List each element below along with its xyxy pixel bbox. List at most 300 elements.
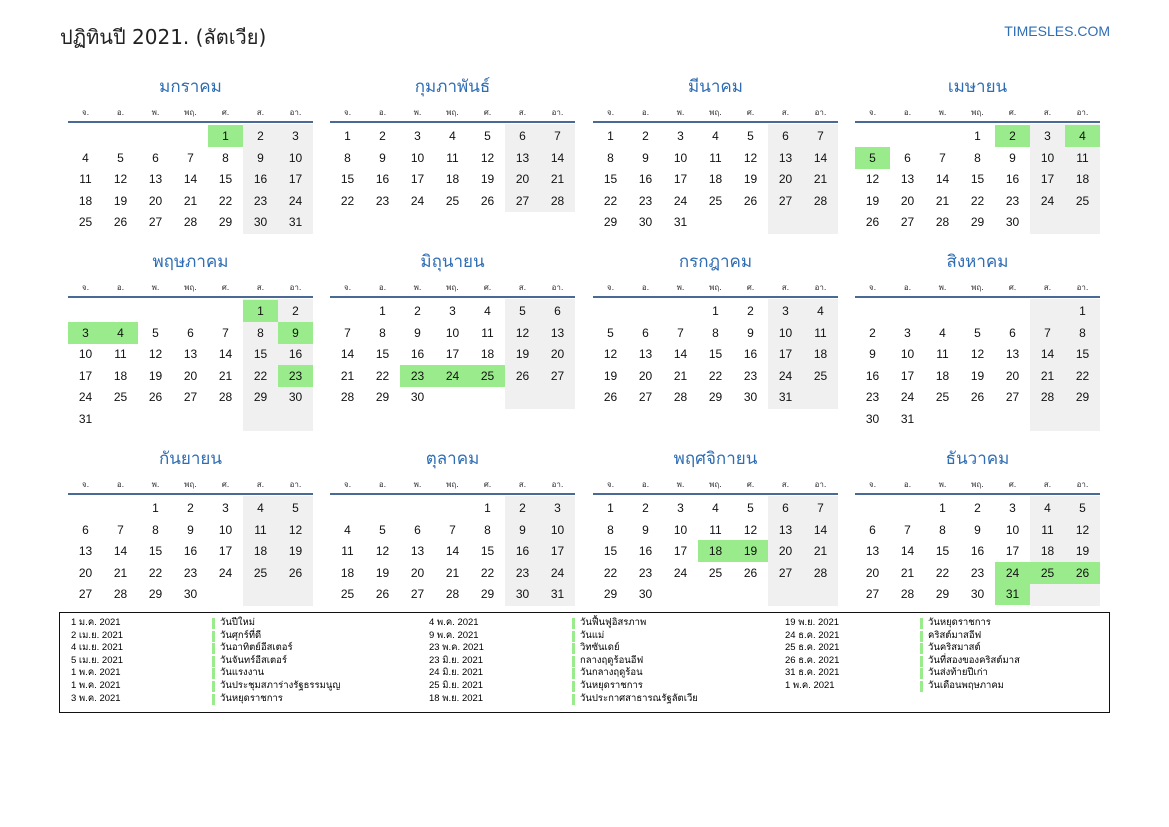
holiday-day: 4 (103, 322, 138, 344)
weekday-header: ศ. (746, 108, 755, 117)
legend-item (60, 680, 1108, 693)
day-cell: 14 (813, 150, 828, 165)
weekday-header: พฤ. (446, 283, 459, 292)
day-cell: 2 (292, 304, 299, 318)
day-cell: 6 (1009, 325, 1016, 340)
weekday-header: ส. (518, 480, 527, 489)
day-cell: 23 (375, 193, 390, 208)
day-cell: 25 (113, 390, 128, 405)
day-cell: 29 (375, 390, 390, 405)
day-cell: 28 (340, 390, 355, 405)
day-cell: 10 (673, 150, 688, 165)
weekday-header: จ. (81, 480, 90, 489)
holiday-day: 5 (855, 147, 890, 169)
day-cell: 14 (113, 544, 128, 559)
weekday-header: พ. (151, 108, 160, 117)
holiday-day: 2 (995, 125, 1030, 147)
day-cell: 8 (152, 522, 159, 537)
day-cell: 28 (183, 215, 198, 230)
day-cell: 20 (778, 172, 793, 187)
day-cell: 3 (782, 304, 789, 318)
day-cell: 2 (257, 129, 264, 143)
weekday-header: จ. (81, 108, 90, 117)
day-cell: 31 (78, 412, 93, 426)
weekday-header: พ. (676, 480, 685, 489)
weekday-header: ส. (518, 283, 527, 292)
day-cell: 25 (445, 193, 460, 208)
month-divider (330, 296, 575, 298)
day-cell: 24 (900, 390, 915, 405)
day-cell: 5 (484, 129, 491, 143)
weekday-header: พฤ. (709, 283, 722, 292)
day-cell: 27 (778, 565, 793, 580)
day-cell: 9 (974, 522, 981, 537)
day-cell: 3 (554, 501, 561, 515)
day-cell: 1 (484, 501, 491, 515)
weekday-header: จ. (81, 283, 90, 292)
day-cell: 30 (638, 215, 653, 230)
day-cell: 5 (1079, 501, 1086, 515)
day-cell: 27 (550, 368, 565, 383)
legend-date: 23 พ.ค. 2021 (429, 642, 484, 654)
day-cell: 5 (974, 325, 981, 340)
legend-holiday-name: คริสต์มาสอีฟ (928, 629, 982, 641)
day-cell: 22 (935, 565, 950, 580)
day-cell: 21 (445, 565, 460, 580)
legend-holiday-name: วันคริสมาสต์ (928, 642, 981, 654)
weekday-header: พฤ. (184, 480, 197, 489)
day-cell: 7 (117, 522, 124, 537)
day-cell: 23 (515, 565, 530, 580)
day-cell: 26 (970, 390, 985, 405)
day-cell: 22 (603, 565, 618, 580)
day-cell: 3 (904, 325, 911, 340)
day-cell: 19 (515, 347, 530, 362)
legend-item (60, 617, 1108, 630)
day-cell: 9 (187, 522, 194, 537)
day-cell: 21 (813, 544, 828, 559)
weekday-header: อา. (814, 480, 827, 489)
weekday-header: จ. (868, 283, 877, 292)
weekday-header: อ. (116, 480, 125, 489)
day-cell: 19 (113, 193, 128, 208)
weekday-header: อา. (814, 283, 827, 292)
day-cell: 18 (1040, 544, 1055, 559)
day-cell: 10 (778, 325, 793, 340)
weekday-header: พ. (413, 283, 422, 292)
legend-holiday-name: วันประกาศสาธารณรัฐลัตเวีย (580, 692, 698, 704)
day-cell: 20 (638, 368, 653, 383)
day-cell: 28 (218, 390, 233, 405)
weekday-header: พ. (151, 283, 160, 292)
weekday-header: อ. (378, 108, 387, 117)
day-cell: 16 (638, 172, 653, 187)
month-name: พฤษภาคม (152, 252, 229, 272)
holiday-day: 23 (278, 365, 313, 387)
weekday-header: ส. (781, 108, 790, 117)
holiday-day: 25 (1030, 562, 1065, 584)
day-cell: 21 (340, 368, 355, 383)
day-cell: 14 (673, 347, 688, 362)
day-cell: 7 (817, 501, 824, 515)
day-cell: 18 (935, 368, 950, 383)
month-name: มกราคม (159, 77, 222, 97)
day-cell: 29 (253, 390, 268, 405)
day-cell: 10 (1005, 522, 1020, 537)
day-cell: 5 (519, 304, 526, 318)
day-cell: 24 (673, 193, 688, 208)
month-name: กรกฎาคม (678, 252, 753, 272)
holiday-day: 9 (278, 322, 313, 344)
holiday-day: 3 (68, 322, 103, 344)
weekday-header: อา. (551, 480, 564, 489)
legend-date: 25 มิ.ย. 2021 (429, 679, 484, 691)
day-cell: 13 (638, 347, 653, 362)
legend-date: 1 ม.ค. 2021 (71, 617, 121, 628)
day-cell: 11 (446, 150, 459, 165)
day-cell: 21 (1040, 368, 1055, 383)
day-cell: 29 (480, 587, 495, 602)
weekday-header: พฤ. (446, 108, 459, 117)
day-cell: 29 (970, 215, 985, 230)
legend-date: 26 ธ.ค. 2021 (785, 654, 840, 666)
day-cell: 9 (642, 150, 649, 165)
legend-date: 25 ธ.ค. 2021 (785, 642, 840, 654)
day-cell: 21 (550, 172, 565, 187)
day-cell: 12 (288, 522, 303, 537)
day-cell: 26 (603, 390, 618, 405)
day-cell: 22 (148, 565, 163, 580)
month-name: พฤศจิกายน (673, 449, 758, 469)
month-name: มีนาคม (688, 77, 743, 97)
legend-column (60, 617, 1108, 693)
weekday-header: อา. (551, 108, 564, 117)
weekday-header: ส. (256, 480, 265, 489)
weekday-header: จ. (606, 283, 615, 292)
weekday-header: ศ. (746, 283, 755, 292)
day-cell: 13 (778, 522, 793, 537)
month-1 (68, 73, 313, 253)
month-name: สิงหาคม (946, 252, 1009, 272)
day-cell: 25 (340, 587, 355, 602)
day-cell: 31 (778, 390, 793, 405)
day-cell: 3 (1044, 129, 1051, 143)
day-cell: 21 (673, 368, 688, 383)
day-cell: 29 (603, 587, 618, 602)
day-cell: 14 (445, 544, 460, 559)
legend-date: 4 เม.ย. 2021 (71, 642, 124, 654)
day-cell: 14 (218, 347, 233, 362)
month-3 (593, 73, 838, 253)
day-cell: 15 (1075, 347, 1090, 362)
day-cell: 19 (1075, 544, 1090, 559)
day-cell: 20 (515, 172, 530, 187)
day-cell: 27 (515, 193, 530, 208)
day-cell: 11 (1076, 150, 1089, 165)
day-cell: 4 (712, 129, 719, 143)
legend-date: 19 พ.ย. 2021 (785, 617, 840, 628)
legend-marker (920, 618, 923, 629)
day-cell: 6 (82, 522, 89, 537)
day-cell: 26 (113, 215, 128, 230)
holiday-day: 4 (1065, 125, 1100, 147)
day-cell: 15 (603, 172, 618, 187)
weekday-header: จ. (343, 283, 352, 292)
day-cell: 10 (410, 150, 425, 165)
day-cell: 19 (288, 544, 303, 559)
day-cell: 21 (900, 565, 915, 580)
holiday-day: 23 (400, 365, 435, 387)
holiday-legend (59, 612, 1110, 713)
day-cell: 3 (1009, 501, 1016, 515)
day-cell: 22 (603, 193, 618, 208)
day-cell: 3 (449, 304, 456, 318)
day-cell: 16 (1005, 172, 1020, 187)
legend-holiday-name: วิทซันเดย์ (580, 642, 620, 654)
weekday-header: ศ. (221, 108, 230, 117)
day-cell: 6 (782, 129, 789, 143)
month-4 (855, 73, 1100, 253)
weekday-header: พ. (676, 108, 685, 117)
day-cell: 26 (515, 368, 530, 383)
day-cell: 19 (148, 368, 163, 383)
day-cell: 13 (1005, 347, 1020, 362)
day-cell: 4 (344, 522, 351, 537)
weekday-header: จ. (343, 480, 352, 489)
day-cell: 9 (414, 325, 421, 340)
day-cell: 21 (113, 565, 128, 580)
day-cell: 27 (183, 390, 198, 405)
day-cell: 7 (449, 522, 456, 537)
day-cell: 15 (375, 347, 390, 362)
day-cell: 14 (183, 172, 198, 187)
month-10 (330, 445, 575, 625)
weekday-header: ศ. (221, 480, 230, 489)
day-cell: 16 (288, 347, 303, 362)
day-cell: 4 (1044, 501, 1051, 515)
day-cell: 26 (480, 193, 495, 208)
day-cell: 13 (410, 544, 425, 559)
legend-holiday-name: วันฟื้นฟูอิสรภาพ (580, 617, 647, 628)
day-cell: 17 (673, 544, 688, 559)
weekday-header: อ. (116, 283, 125, 292)
legend-date: 3 พ.ค. 2021 (71, 692, 121, 704)
day-cell: 11 (341, 544, 354, 559)
month-12 (855, 445, 1100, 625)
day-cell: 8 (222, 150, 229, 165)
day-cell: 28 (813, 193, 828, 208)
day-cell: 6 (519, 129, 526, 143)
legend-holiday-name: วันประชุมสภาร่างรัฐธรรมนูญ (220, 679, 341, 691)
day-cell: 31 (673, 215, 688, 230)
weekday-header: อ. (641, 283, 650, 292)
day-cell: 24 (410, 193, 425, 208)
legend-holiday-name: วันแม่ (580, 629, 605, 641)
day-cell: 5 (117, 150, 124, 165)
day-cell: 15 (148, 544, 163, 559)
day-cell: 1 (974, 129, 981, 143)
day-cell: 8 (712, 325, 719, 340)
day-cell: 21 (935, 193, 950, 208)
month-name: มิถุนายน (420, 252, 485, 272)
day-cell: 1 (939, 501, 946, 515)
day-cell: 6 (152, 150, 159, 165)
day-cell: 29 (148, 587, 163, 602)
day-cell: 9 (519, 522, 526, 537)
day-cell: 12 (113, 172, 128, 187)
day-cell: 23 (638, 193, 653, 208)
day-cell: 6 (187, 325, 194, 340)
month-divider (330, 493, 575, 495)
legend-holiday-name: วันอาทิตย์อีสเตอร์ (220, 642, 293, 654)
day-cell: 3 (222, 501, 229, 515)
legend-date: 9 พ.ค. 2021 (429, 629, 479, 641)
legend-holiday-name: วันกลางฤดูร้อน (580, 667, 643, 679)
weekday-header: ศ. (483, 480, 492, 489)
day-cell: 31 (900, 412, 915, 426)
day-cell: 22 (1075, 368, 1090, 383)
legend-marker (920, 656, 923, 667)
day-cell: 14 (813, 522, 828, 537)
day-cell: 11 (254, 522, 267, 537)
day-cell: 22 (340, 193, 355, 208)
page-title: ปฏิทินปี 2021. (ลัตเวีย) (60, 25, 267, 49)
legend-date: 31 ธ.ค. 2021 (785, 667, 840, 679)
day-cell: 12 (515, 325, 530, 340)
holiday-day: 18 (698, 540, 733, 562)
day-cell: 30 (515, 587, 530, 602)
legend-marker (920, 681, 923, 692)
legend-date: 5 เม.ย. 2021 (71, 654, 124, 666)
day-cell: 17 (445, 347, 460, 362)
day-cell: 28 (445, 587, 460, 602)
day-cell: 10 (900, 347, 915, 362)
day-cell: 18 (78, 193, 93, 208)
day-cell: 20 (550, 347, 565, 362)
day-cell: 9 (642, 522, 649, 537)
weekday-header: จ. (606, 480, 615, 489)
day-cell: 23 (743, 368, 758, 383)
day-cell: 26 (375, 587, 390, 602)
day-cell: 19 (480, 172, 495, 187)
day-cell: 20 (900, 193, 915, 208)
holiday-day: 31 (995, 583, 1030, 605)
day-cell: 14 (1040, 347, 1055, 362)
weekday-header: อ. (116, 108, 125, 117)
day-cell: 29 (218, 215, 233, 230)
weekday-header: จ. (343, 108, 352, 117)
day-cell: 24 (778, 368, 793, 383)
legend-holiday-name: วันเดือนพฤษภาคม (928, 679, 1004, 691)
legend-holiday-name: วันศุกร์ที่ดี (220, 629, 262, 641)
day-cell: 7 (344, 325, 351, 340)
day-cell: 3 (414, 129, 421, 143)
month-divider (330, 121, 575, 123)
weekday-header: ส. (256, 108, 265, 117)
day-cell: 1 (152, 501, 159, 515)
day-cell: 25 (253, 565, 268, 580)
day-cell: 2 (974, 501, 981, 515)
day-cell: 11 (709, 150, 722, 165)
month-divider (855, 493, 1100, 495)
day-cell: 18 (813, 347, 828, 362)
day-cell: 5 (379, 522, 386, 537)
day-cell: 2 (642, 501, 649, 515)
day-cell: 16 (183, 544, 198, 559)
day-cell: 28 (550, 193, 565, 208)
weekday-header: พฤ. (446, 480, 459, 489)
day-cell: 10 (550, 522, 565, 537)
day-cell: 18 (708, 172, 723, 187)
day-cell: 8 (484, 522, 491, 537)
day-cell: 15 (253, 347, 268, 362)
day-cell: 17 (900, 368, 915, 383)
weekday-header: จ. (868, 108, 877, 117)
day-cell: 14 (900, 544, 915, 559)
day-cell: 16 (865, 368, 880, 383)
weekday-header: พฤ. (971, 283, 984, 292)
day-cell: 17 (410, 172, 425, 187)
day-cell: 4 (817, 304, 824, 318)
day-cell: 16 (253, 172, 268, 187)
month-7 (593, 248, 838, 428)
day-cell: 25 (708, 565, 723, 580)
weekday-header: ส. (1043, 108, 1052, 117)
day-cell: 15 (340, 172, 355, 187)
day-cell: 4 (484, 304, 491, 318)
legend-holiday-name: วันแรงงาน (220, 667, 265, 679)
day-cell: 2 (869, 325, 876, 340)
day-cell: 13 (183, 347, 198, 362)
day-cell: 2 (414, 304, 421, 318)
day-cell: 12 (603, 347, 618, 362)
day-cell: 30 (288, 390, 303, 405)
legend-date: 4 พ.ค. 2021 (429, 617, 479, 628)
day-cell: 11 (114, 347, 127, 362)
day-cell: 29 (708, 390, 723, 405)
day-cell: 28 (813, 565, 828, 580)
legend-item (60, 667, 1108, 680)
weekday-header: อา. (289, 480, 302, 489)
day-cell: 24 (78, 390, 93, 405)
day-cell: 19 (865, 193, 880, 208)
site-link[interactable]: TIMESLES.COM (1004, 23, 1110, 39)
day-cell: 30 (638, 587, 653, 602)
day-cell: 1 (344, 129, 351, 143)
weekday-header: อา. (814, 108, 827, 117)
month-6 (330, 248, 575, 428)
month-5 (68, 248, 313, 428)
day-cell: 7 (677, 325, 684, 340)
day-cell: 7 (1044, 325, 1051, 340)
day-cell: 27 (778, 193, 793, 208)
month-divider (593, 493, 838, 495)
day-cell: 6 (782, 501, 789, 515)
weekday-header: พ. (938, 480, 947, 489)
month-name: เมษายน (947, 77, 1008, 97)
day-cell: 30 (743, 390, 758, 405)
weekday-header: ศ. (1008, 283, 1017, 292)
month-name: กันยายน (158, 449, 222, 469)
weekday-header: จ. (868, 480, 877, 489)
day-cell: 30 (410, 390, 425, 405)
day-cell: 18 (445, 172, 460, 187)
day-cell: 8 (1079, 325, 1086, 340)
day-cell: 21 (183, 193, 198, 208)
day-cell: 17 (778, 347, 793, 362)
day-cell: 9 (379, 150, 386, 165)
day-cell: 19 (603, 368, 618, 383)
